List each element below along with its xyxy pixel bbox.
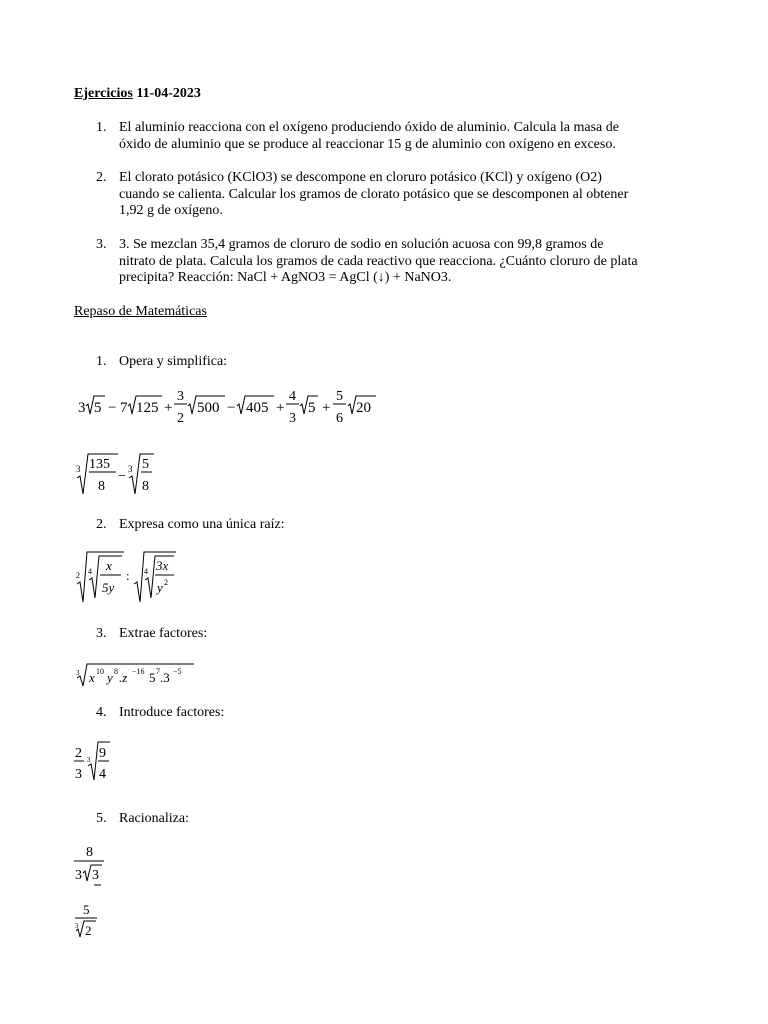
base-5: 5 [149,670,156,685]
formula-extract-factors [74,662,204,690]
exercise-line: precipita? Reacción: NaCl + AgNO3 = AgCl (↓) + NaNO3. [119,270,452,285]
base-z: .z [119,670,128,685]
formula-cube-roots [74,450,174,500]
root-index: 4 [144,567,148,576]
root-index: 3 [128,464,133,474]
exponent: 7 [156,667,160,676]
exercise-line: óxido de aluminio que se produce al reaccionar 15 g de aluminio con oxígeno en exceso. [119,136,616,152]
exercise-line: cuando se calienta. Calcular los gramos de clorato potásico que se descomponen al obtener [119,186,629,202]
frac-num: x [106,558,112,573]
radicand: 5 [308,400,316,416]
radicand: 405 [246,400,269,416]
heading-date: 11-04-2023 [136,86,201,101]
frac-den: 8 [142,479,149,494]
exercise-heading [74,86,201,102]
math-item-label: Opera y simplifica: [119,354,228,369]
exercise-line: El aluminio reacciona con el oxígeno produciendo óxido de aluminio. Calcula la masa de [119,120,619,135]
root-index: 3 [75,922,79,930]
exponent: −5 [173,667,182,676]
root-index: 3 [76,464,81,474]
radicand: 3 [92,868,99,883]
exercise-text [119,120,699,153]
root-index: 4 [88,567,92,576]
exercise-line: 1,92 g de oxígeno. [119,203,223,218]
frac-num: 5 [142,457,149,472]
formula-rationalize-2 [72,900,112,942]
exercise-number: 2. [96,170,107,185]
coef: 3 [78,400,86,416]
frac-den: 3 [75,767,82,782]
frac-den: 6 [336,411,343,426]
math-item-label: Extrae factores: [119,626,208,641]
exponent: 10 [96,667,104,676]
frac-num: 8 [86,845,93,860]
math-item-label: Introduce factores: [119,705,225,720]
coef: 3 [75,868,82,883]
base-y: y [107,670,113,685]
frac-num: 9 [99,746,106,761]
frac-num: 3x [156,558,169,573]
formula-opera-simplifica [70,384,390,428]
math-item-label: Racionaliza: [119,811,189,826]
math-item-number: 5. [96,811,107,826]
frac-num: 135 [89,457,110,472]
frac-den: y [157,580,163,595]
math-item-number: 2. [96,517,107,532]
math-item-label: Expresa como una única raíz: [119,517,285,532]
svg-text:+: + [322,400,331,416]
radicand: 2 [85,923,92,938]
formula-nested-roots [74,550,184,606]
frac-num: 5 [336,389,343,404]
exercise-number: 1. [96,120,107,135]
exercise-line: nitrato de plata. Calcula los gramos de cada reactivo que reacciona. ¿Cuánto cloruro de plata [119,253,638,269]
math-item-number: 4. [96,705,107,720]
frac-den: 4 [99,767,106,782]
math-item-number: 1. [96,354,107,369]
radicand: 20 [356,400,371,416]
frac-den: 8 [98,479,105,494]
frac-den: 3 [289,411,296,426]
exercise-text [119,170,699,220]
svg-text:+: + [276,400,285,416]
root-index: 2 [76,571,80,580]
math-section-title: Repaso de Matemáticas [74,304,207,319]
formula-introduce-factors [72,740,132,786]
base-3: .3 [160,670,170,685]
frac-num: 3 [177,389,184,404]
exercise-line: El clorato potásico (KClO3) se descompone en cloruro potásico (KCl) y oxígeno (O2) [119,170,602,185]
frac-den: 5y [102,580,115,595]
root-index: 3 [87,756,91,764]
base-x: x [89,670,95,685]
exponent: −16 [132,667,145,676]
root-index: 3 [76,669,80,677]
exercise-text [119,237,699,287]
formula-rationalize-1 [72,842,112,888]
svg-text:−: − [227,400,236,416]
frac-num: 2 [75,746,82,761]
svg-text:+: + [164,400,173,416]
exercise-line: 3. Se mezclan 35,4 gramos de cloruro de sodio en solución acuosa con 99,8 gramos de [119,237,604,252]
radicand: 500 [197,400,220,416]
frac-num: 5 [83,902,90,917]
radicand: 5 [94,400,102,416]
math-item-number: 3. [96,626,107,641]
coef: 7 [120,400,128,416]
exponent: 8 [114,667,118,676]
exponent: 2 [164,578,168,587]
radicand: 125 [136,400,159,416]
frac-num: 4 [289,389,296,404]
frac-den: 2 [177,411,184,426]
divide-sign: : [126,568,130,583]
svg-text:−: − [108,400,117,416]
exercise-number: 3. [96,237,107,252]
svg-text:−: − [118,469,126,484]
heading-label: Ejercicios [74,86,133,101]
